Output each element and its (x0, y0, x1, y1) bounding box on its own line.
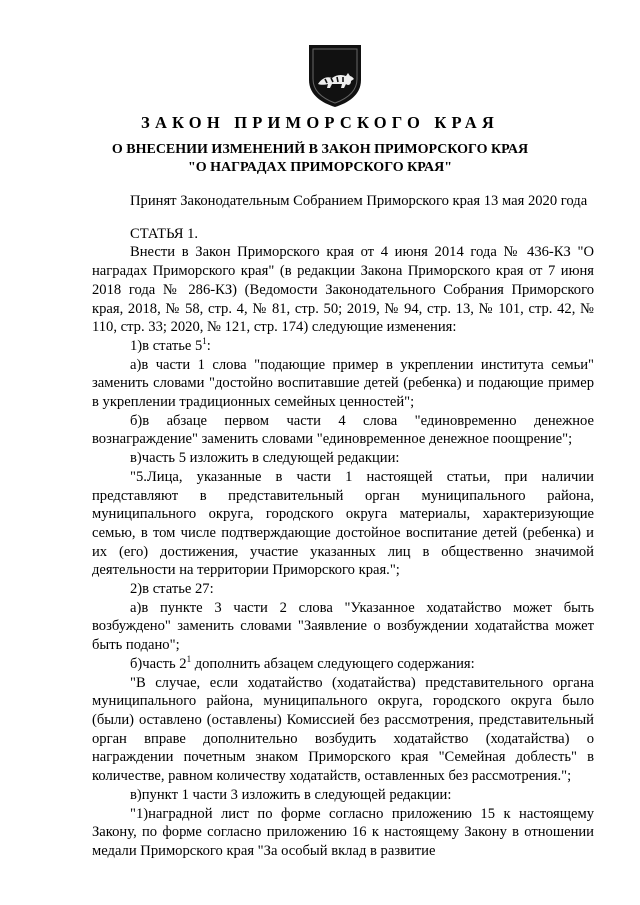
law-subtitle-line: "О НАГРАДАХ ПРИМОРСКОГО КРАЯ" (187, 160, 453, 175)
law-subtitle (0, 141, 640, 177)
amendment-new-text: "5.Лица, указанные в части 1 настоящей статьи, при наличии представляют в представительный орган муниципального района, муниципального округа, городского округа материалы, характеризующие семью, в том числе подтверждающие достойное воспитание детей (ребенка) и их (его) достижения, участие указанных лиц в общественно значимой деятельности на территории Приморского края."; (92, 468, 594, 579)
amendment-new-text: "1)наградной лист по форме согласно приложению 15 к настоящему Закону, по форме согласно приложению 16 к настоящему Закону в отношении медали Приморского края "За особый вклад в развитие (92, 805, 594, 859)
article-intro-paragraph: Внести в Закон Приморского края от 4 июня 2014 года № 436-КЗ "О наградах Приморского края" (в редакции Закона Приморского края от 7 июня 2018 года № 286-КЗ) (Ведомости Законодательного Собрания Приморского края, 2018, № 58, стр. 4, № 81, стр. 50; 2019, № 94, стр. 13, № 101, стр. 42, № 110, стр. 33; 2020, № 121, стр. 174) следующие изменения: (92, 244, 594, 336)
amendment-subitem: а)в части 1 слова "подающие пример в укреплении института семьи" заменить словами "достойно воспитавшие детей (ребенка) и подающие пример в укреплении традиционных семейных ценностей"; (92, 356, 594, 411)
amendment-new-text: "В случае, если ходатайство (ходатайства) представительного органа муниципального района, муниципального округа, городского округа было (были) оставлено (оставлены) Комиссией без рассмотрения, представительный орган вправе дополнительно возбудить ходатайство (ходатайства) о награждении почетным знаком Приморского края "Семейная доблесть" в количестве, равном количеству ходатайств, оставленных без рассмотрения."; (92, 674, 594, 785)
amendment-subitem: б)часть $2^1$ дополнить абзацем следующего содержания: (130, 654, 475, 672)
amendment-item: 2)в статье 27: (130, 581, 214, 598)
amendment-item: 1)в статье $5^1$: (130, 336, 211, 354)
amendment-subitem: а)в пункте 3 части 2 слова "Указанное ходатайство может быть возбуждено" заменить словами "Заявление о возбуждении ходатайства может быть подано"; (92, 599, 594, 654)
amendment-subitem: в)часть 5 изложить в следующей редакции: (130, 450, 400, 467)
law-subtitle-line: О ВНЕСЕНИИ ИЗМЕНЕНИЙ В ЗАКОН ПРИМОРСКОГО КРАЯ (111, 142, 529, 157)
primorsky-coat-of-arms-icon (305, 42, 365, 108)
adoption-note: Принят Законодательным Собранием Приморского края 13 мая 2020 года (130, 193, 588, 209)
amendment-subitem: в)пункт 1 части 3 изложить в следующей редакции: (130, 786, 452, 803)
article-heading: СТАТЬЯ 1. (130, 225, 199, 242)
law-body (92, 192, 594, 861)
law-title: ЗАКОН ПРИМОРСКОГО КРАЯ (141, 113, 499, 132)
amendment-subitem: б)в абзаце первом части 4 слова "единовременно денежное вознаграждение" заменить словами "единовременное денежное поощрение"; (92, 412, 594, 448)
